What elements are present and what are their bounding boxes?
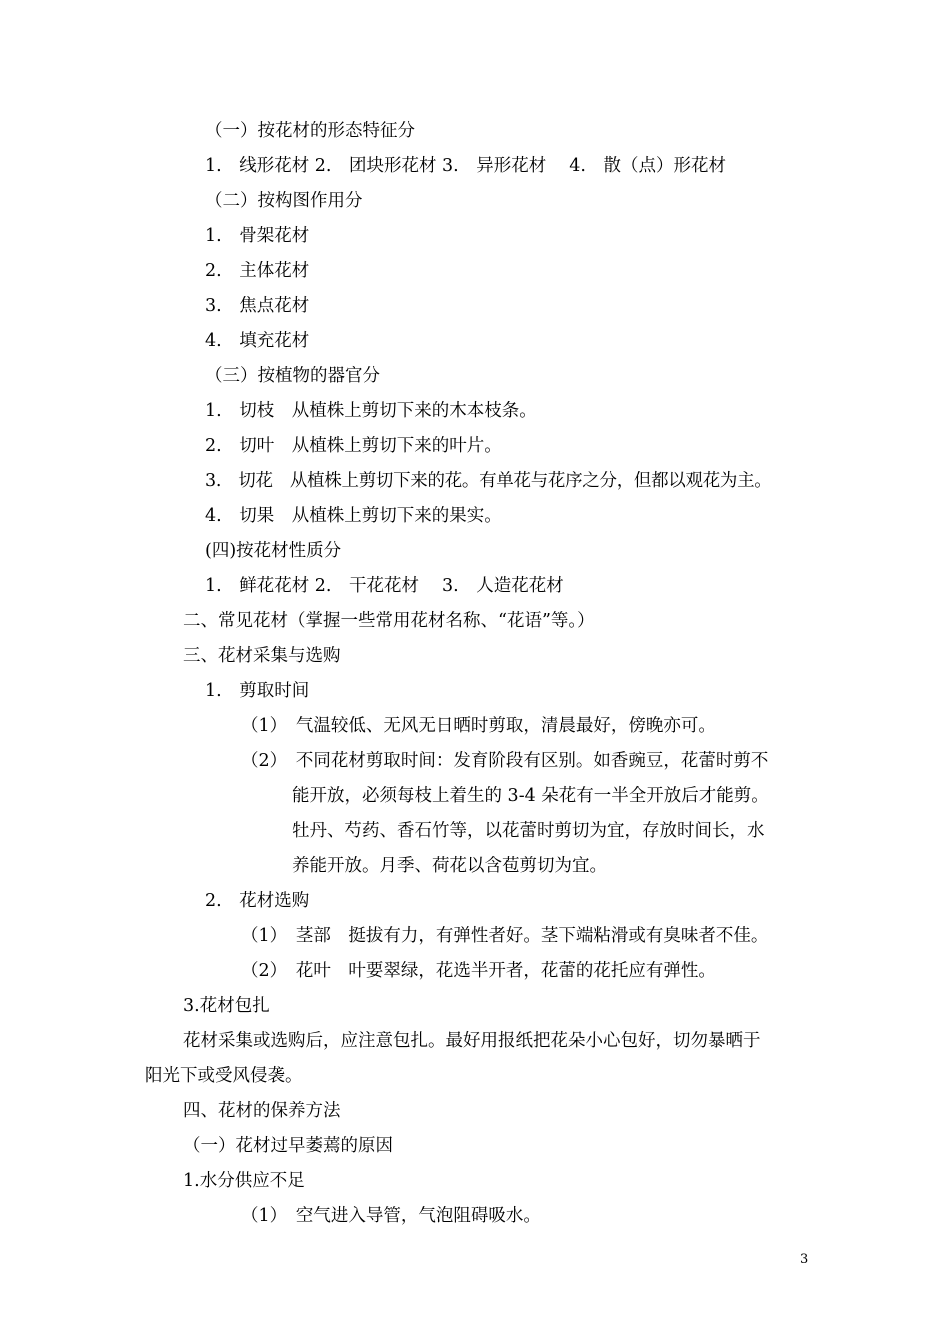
list-item-continuation: 牡丹、芍药、香石竹等，以花蕾时剪切为宜，存放时间长，水 — [292, 821, 765, 841]
list-material-nature-types: 1. 鲜花花材 2. 干花花材 3. 人造花花材 — [205, 576, 564, 596]
subheading-material-purchase: 2. 花材选购 — [205, 891, 310, 911]
list-item: （1） 气温较低、无风无日晒时剪取，清晨最好，傍晚亦可。 — [241, 716, 716, 736]
list-item: 3. 切花 从植株上剪切下来的花。有单花与花序之分，但都以观花为主。 — [205, 471, 772, 491]
list-item: 2. 主体花材 — [205, 261, 310, 281]
list-item: （1） 空气进入导管，气泡阻碍吸水。 — [241, 1206, 541, 1226]
paragraph-line: 花材采集或选购后，应注意包扎。最好用报纸把花朵小心包好，切勿暴晒于 — [183, 1031, 761, 1051]
heading-composition: （二）按构图作用分 — [205, 191, 363, 211]
subheading-cutting-time: 1. 剪取时间 — [205, 681, 310, 701]
heading-material-nature: (四)按花材性质分 — [205, 541, 342, 561]
subheading-material-wrapping: 3.花材包扎 — [183, 996, 270, 1016]
section-common-materials: 二、常见花材（掌握一些常用花材名称、“花语”等。） — [183, 611, 595, 631]
heading-morphology: （一）按花材的形态特征分 — [205, 121, 415, 141]
list-item-continuation: 养能开放。月季、荷花以含苞剪切为宜。 — [292, 856, 607, 876]
list-item: （2） 不同花材剪取时间：发育阶段有区别。如香豌豆，花蕾时剪不 — [241, 751, 769, 771]
list-morphology-types: 1. 线形花材 2. 团块形花材 3. 异形花材 4. 散（点）形花材 — [205, 156, 726, 176]
list-item: 1. 骨架花材 — [205, 226, 310, 246]
paragraph-line: 阳光下或受风侵袭。 — [145, 1066, 303, 1086]
list-item: （1） 茎部 挺拔有力，有弹性者好。茎下端粘滑或有臭味者不佳。 — [241, 926, 769, 946]
list-item: （2） 花叶 叶要翠绿，花选半开者，花蕾的花托应有弹性。 — [241, 961, 716, 981]
heading-plant-organs: （三）按植物的器官分 — [205, 366, 380, 386]
section-collection-purchase: 三、花材采集与选购 — [183, 646, 341, 666]
heading-wilting-causes: （一）花材过早萎蔫的原因 — [183, 1136, 393, 1156]
list-item: 1. 切枝 从植株上剪切下来的木本枝条。 — [205, 401, 537, 421]
subheading-water-supply: 1.水分供应不足 — [183, 1171, 305, 1191]
list-item-continuation: 能开放，必须每枝上着生的 3-4 朵花有一半全开放后才能剪。 — [292, 786, 769, 806]
page-number: 3 — [800, 1252, 809, 1267]
list-item: 4. 切果 从植株上剪切下来的果实。 — [205, 506, 502, 526]
section-maintenance-methods: 四、花材的保养方法 — [183, 1101, 341, 1121]
list-item: 4. 填充花材 — [205, 331, 310, 351]
list-item: 3. 焦点花材 — [205, 296, 310, 316]
list-item: 2. 切叶 从植株上剪切下来的叶片。 — [205, 436, 502, 456]
